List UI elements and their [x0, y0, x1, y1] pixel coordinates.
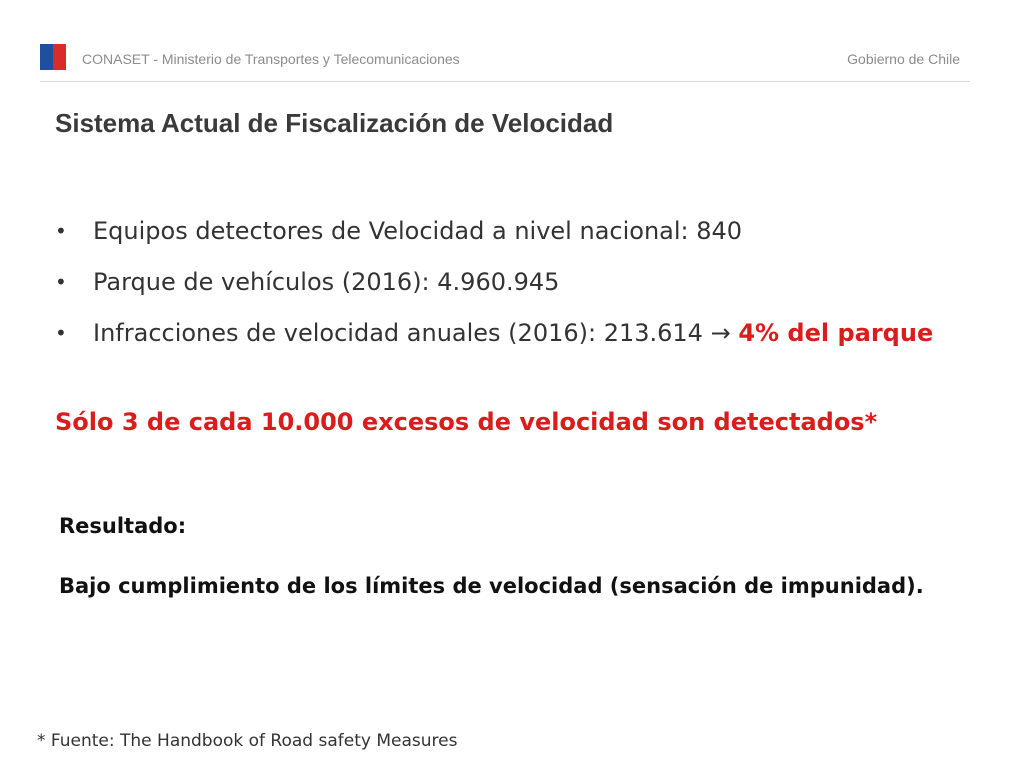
- bullet-item: [55, 214, 995, 265]
- slide-header: [0, 0, 1024, 82]
- slide-title: Sistema Actual de Fiscalización de Velocidad: [55, 108, 614, 138]
- header-divider: [40, 81, 970, 82]
- bullet-item: [55, 265, 995, 316]
- arrow-right-icon: →: [710, 319, 731, 347]
- government-name: Gobierno de Chile: [847, 51, 960, 67]
- organization-name: CONASET - Ministerio de Transportes y Telecomunicaciones: [82, 51, 460, 67]
- result-text: Bajo cumplimiento de los límites de velocidad (sensación de impunidad).: [59, 574, 924, 598]
- flag-blue-stripe: [40, 44, 53, 70]
- bullet-text: Infracciones de velocidad anuales (2016): 213.614: [93, 319, 711, 347]
- detection-alert: Sólo 3 de cada 10.000 excesos de velocidad son detectados*: [55, 408, 878, 436]
- chile-flag-logo-icon: [40, 44, 66, 70]
- bullet-text: Equipos detectores de Velocidad a nivel nacional: 840: [93, 217, 743, 245]
- bullet-text: Parque de vehículos (2016): 4.960.945: [93, 268, 560, 296]
- bullet-icon: •: [55, 219, 67, 243]
- bullet-item: [55, 316, 995, 367]
- bullet-icon: •: [55, 270, 67, 294]
- bullet-list: [55, 214, 995, 367]
- bullet-icon: •: [55, 321, 67, 345]
- source-footnote: * Fuente: The Handbook of Road safety Measures: [37, 731, 458, 751]
- flag-red-stripe: [53, 44, 66, 70]
- bullet-highlight: 4% del parque: [738, 319, 934, 347]
- result-label: Resultado:: [59, 514, 187, 538]
